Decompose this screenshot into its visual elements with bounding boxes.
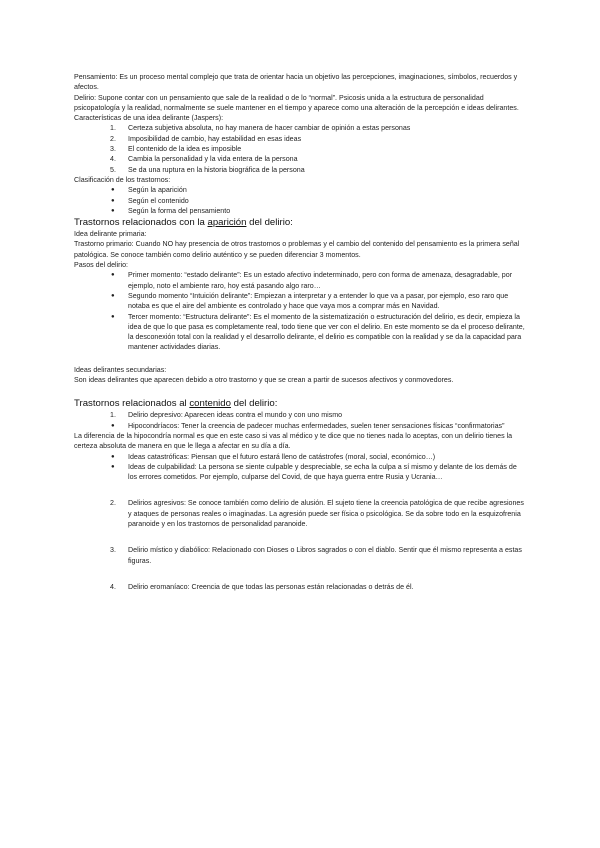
caracteristicas-list [74,123,526,174]
list-item: ● Ideas catastróficas: Piensan que el futuro estará lleno de catástrofes (moral, social, económico…) [111,452,436,461]
pasos-title: Pasos del delirio: [74,261,129,270]
heading-aparicion: Trastornos relacionados con la aparición del delirio: [74,217,293,229]
bullet-icon: ● [111,207,115,214]
list-item: ● Según la aparición [111,186,187,195]
bullet-icon: ● [111,187,115,194]
list-item: 3. El contenido de la idea es imposible [110,145,242,154]
list-item: ● Tercer momento: “Estructura delirante”: Es el momento de la sistematización o estructuración del delirio, es decir, empieza la idea de que lo que pasa es completamente real, todo tiene que ver con el delirio. En este momento se da el proceso delirante, la desconexión total con la realidad y el desarrollo delirante, el delirio es compatible con la realidad y se da la capacidad para mantener actividades diarias. [111,312,525,352]
bullet-icon: ● [111,313,115,320]
paragraph-pensamiento: Pensamiento: Es un proceso mental complejo que trata de orientar hacia un objetivo las percepciones, imaginaciones, símbolos, recuerdos y afectos. [74,73,518,92]
list-item: ● Ideas de culpabilidad: La persona se siente culpable y despreciable, se echa la culpa a sí mismo y delante de los demás de los errores cometidos. Por ejemplo, culparse del Covid, de que haya guerra entre Rusia y Ucrania… [111,462,517,482]
list-item: 4. Cambia la personalidad y la vida entera de la persona [110,155,298,164]
diferencia-hipocondria: La diferencia de la hipocondría normal es que en este caso si vas al médico y te dice que no tienes nada lo aceptas, con un delirio tienes la certeza absoluta de manera en que le llega a afectar en su día a día. [74,431,513,451]
heading-contenido: Trastornos relacionados al contenido del delirio: [74,398,278,410]
bullet-icon: ● [111,197,115,204]
bullet-icon: ● [111,292,115,299]
list-item: ● Según la forma del pensamiento [111,206,231,215]
list-item: ● Hipocondríacos: Tener la creencia de padecer muchas enfermedades, suelen tener sensaciones físicas “confirmatorias” [111,421,505,430]
pasos-list [74,270,526,352]
trastorno-primario-text: Trastorno primario: Cuando NO hay presencia de otros trastornos o problemas y el cambio del contenido del pensamiento es la primera señal patológica. Se conoce también como delirio auténtico y se pueden diferenciar 3 momentos. [74,240,520,259]
bullet-icon: ● [111,453,115,460]
paragraph-delirio: Delirio: Supone contar con un pensamiento que sale de la realidad o de lo “normal”. Psicosis unida a la estructura de personalidad psicopatología y la realidad, normalmente se suele mantener en el tiempo y aparece como una alteración de la percepción e ideas delirantes. [74,93,519,112]
caracteristicas-title: Características de una idea delirante (Jaspers): [74,114,224,123]
list-item: 1. Certeza subjetiva absoluta, no hay manera de hacer cambiar de opinión a estas personas [110,124,411,133]
list-item: ● Según el contenido [111,196,189,205]
list-item: ● Primer momento: “estado delirante”: Es un estado afectivo indeterminado, pero con forma de amenaza, desagradable, por ejemplo, noto el ambiente raro, hoy está pasando algo raro… [111,271,513,290]
idea-primaria-title: Idea delirante primaria: [74,230,147,239]
clasificacion-list [74,185,526,216]
bullet-icon: ● [111,272,115,279]
secundarias-title: Ideas delirantes secundarias: [74,365,167,374]
list-item: 4. Delirio eromaníaco: Creencia de que todas las personas están relacionadas o detrás de él. [110,582,414,591]
list-item: ● Segundo momento “Intuición delirante”: Empiezan a interpretar y a entender lo que va a pasar, por ejemplo, eso raro que notaba es que el aire del ambiente es controlado y hace que vaya mos a comprar más en Navidad. [111,291,509,311]
list-item: 2. Imposibilidad de cambio, hay estabilidad en esas ideas [110,134,302,143]
secundarias-text: Son ideas delirantes que aparecen debido a otro trastorno y que se crean a partir de sucesos afectivos y conmovedores. [74,376,454,385]
clasificacion-title: Clasificación de los trastornos: [74,175,171,184]
list-item: 3. Delirio místico y diabólico: Relacionado con Dioses o Libros sagrados o con el diablo. Sentir que él mismo representa a estas figuras. [110,546,522,565]
contenido-list [74,410,526,431]
bullet-icon: ● [111,463,115,470]
list-item: 1. Delirio depresivo: Aparecen ideas contra el mundo y con uno mismo [110,411,343,420]
list-item: 5. Se da una ruptura en la historia biográfica de la persona [110,165,305,174]
list-item: 2. Delirios agresivos: Se conoce también como delirio de alusión. El sujeto tiene la creencia patológica de que recibe agresiones y ataques de personas reales o imaginadas. La agresión puede ser física o psicológica. Se da sobre todo en la esquizofrenia paranoide y en los trastornos de personalidad paranoide. [110,499,524,528]
bullet-icon: ● [111,422,115,429]
sub-bullet-list [74,452,526,483]
